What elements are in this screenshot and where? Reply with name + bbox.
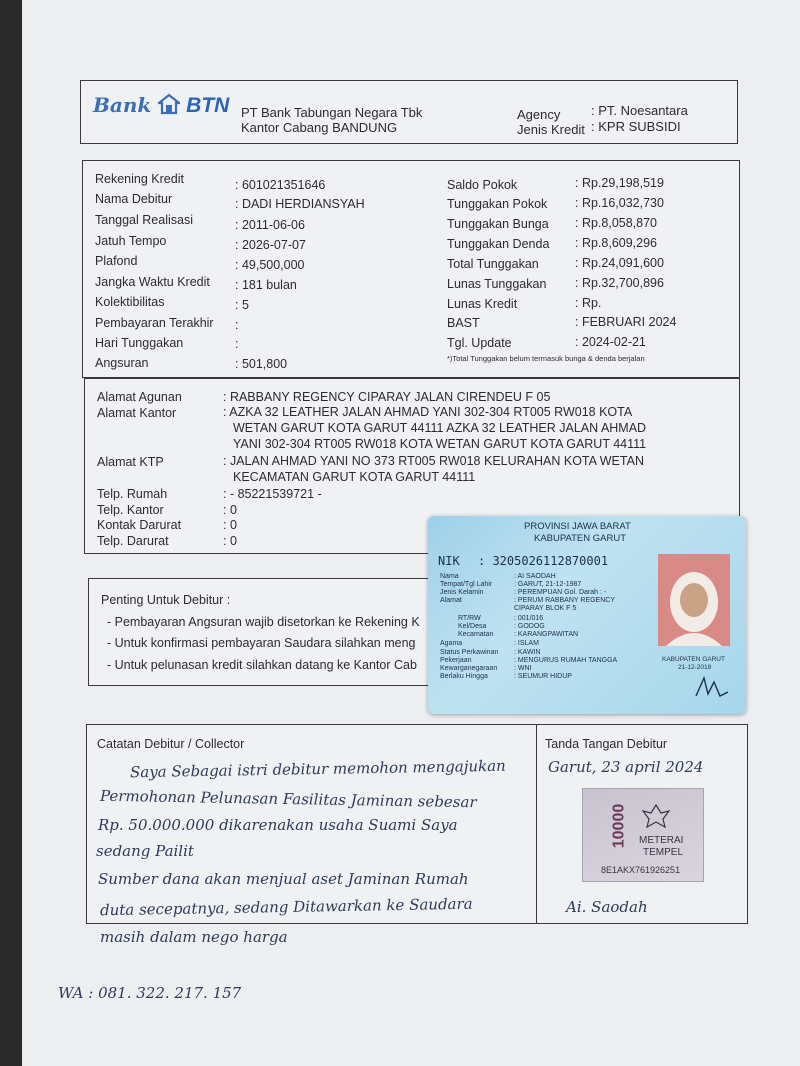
loan-field-label: Lunas Kredit: [447, 297, 518, 311]
logo-btn-text: BTN: [186, 94, 230, 117]
kantor-line: YANI 302-304 RT005 RW018 KOTA WETAN GARUT KOTA GARUT 44111: [233, 437, 647, 451]
ktp-field-value: : PERUM RABBANY REGENCY: [514, 597, 616, 604]
ktp-field-value: : KARANGPAWITAN: [514, 631, 579, 638]
ktp-field-label: Status Perkawinan: [440, 649, 499, 656]
loan-field-label: Tunggakan Denda: [447, 237, 550, 251]
ktp-field-label: Agama: [440, 640, 463, 647]
important-item: - Pembayaran Angsuran wajib disetorkan ke Rekening K: [107, 615, 420, 629]
ktp-regency: KABUPATEN GARUT: [534, 533, 627, 544]
loan-field-label: Jatuh Tempo: [95, 234, 167, 248]
ktp-field-label: Tempat/Tgl Lahir: [440, 581, 493, 588]
phone-value: : - 85221539721 -: [223, 487, 322, 501]
loan-field-value: : Rp.32,700,896: [575, 276, 664, 290]
signature-title: Tanda Tangan Debitur: [545, 737, 668, 751]
agency-label: Agency: [517, 107, 561, 122]
loan-details-box: [82, 160, 740, 378]
portrait-icon: [658, 554, 730, 646]
loan-field-value: : 181 bulan: [235, 278, 297, 292]
ktp-field-label: Kel/Desa: [458, 623, 487, 630]
loan-field-label: BAST: [447, 316, 480, 330]
ktp-address-label: Alamat KTP: [97, 455, 164, 469]
ktp-field-value: : MENGURUS RUMAH TANGGA: [514, 657, 618, 664]
ktp-field-value: : KAWIN: [514, 649, 541, 656]
handwritten-note-line: duta secepatnya, sedang Ditawarkan ke Saudara: [99, 894, 473, 920]
loan-field-value: : Rp.24,091,600: [575, 256, 664, 270]
ktp-address-line: : JALAN AHMAD YANI NO 373 RT005 RW018 KELURAHAN KOTA WETAN: [223, 454, 644, 468]
ktp-field-label: Pekerjaan: [440, 657, 472, 664]
loan-field-label: Hari Tunggakan: [95, 336, 184, 350]
ktp-address-line: KECAMATAN GARUT KOTA GARUT 44111: [233, 470, 476, 484]
stamp-label: METERAI: [639, 835, 684, 846]
loan-field-value: : Rp.16,032,730: [575, 196, 664, 210]
house-logo-icon: [158, 93, 180, 115]
loan-field-label: Total Tunggakan: [447, 257, 539, 271]
phone-value: : 0: [223, 503, 237, 517]
ktp-field-value: : ISLAM: [514, 640, 539, 647]
loan-field-label: Jangka Waktu Kredit: [95, 275, 210, 289]
signer-name: Ai. Saodah: [566, 898, 648, 916]
ktp-field-value: : SEUMUR HIDUP: [514, 673, 572, 680]
handwritten-note-line: sedang Pailit: [96, 842, 194, 860]
loan-field-value: : Rp.: [575, 296, 602, 310]
loan-field-label: Pembayaran Terakhir: [95, 316, 214, 330]
loan-field-value: : Rp.29,198,519: [575, 176, 664, 190]
bank-logo: [93, 93, 229, 118]
important-item: - Untuk pelunasan kredit silahkan datang ke Kantor Cab: [107, 658, 417, 672]
ktp-field-value: : GODOG: [514, 623, 545, 630]
ktp-nik-label: NIK: [438, 554, 460, 568]
jenis-kredit-value: : KPR SUBSIDI: [591, 119, 681, 134]
loan-field-label: Saldo Pokok: [447, 178, 518, 192]
handwritten-note-line: masih dalam nego harga: [100, 928, 288, 946]
loan-field-label: Tanggal Realisasi: [95, 213, 193, 227]
loan-field-value: : 601021351646: [235, 178, 326, 192]
phone-label: Kontak Darurat: [97, 518, 182, 532]
meterai-stamp: [582, 788, 704, 882]
loan-field-value: : 5: [235, 298, 249, 312]
ktp-issue-date: 21-12-2018: [678, 664, 712, 671]
loan-field-value: : Rp.8,058,870: [575, 216, 658, 230]
ktp-issue-place: KABUPATEN GARUT: [662, 656, 725, 663]
loan-field-value: : 49,500,000: [235, 258, 305, 272]
ktp-id-card: [428, 516, 746, 714]
loan-footnote: *)Total Tunggakan belum termasuk bunga & denda berjalan: [447, 354, 645, 363]
ktp-field-value: : 001/016: [514, 615, 544, 622]
ktp-field-value: CIPARAY BLOK F 5: [514, 605, 577, 612]
ktp-field-label: Nama: [440, 573, 459, 580]
loan-field-value: : Rp.8,609,296: [575, 236, 658, 250]
loan-field-label: Tunggakan Pokok: [447, 197, 548, 211]
loan-field-value: : 501,800: [235, 357, 288, 371]
loan-field-value: : 2011-06-06: [235, 218, 305, 232]
stamp-amount: 10000: [610, 803, 628, 849]
phone-label: Telp. Darurat: [97, 534, 169, 548]
kantor-line: : AZKA 32 LEATHER JALAN AHMAD YANI 302-304 RT005 RW018 KOTA: [223, 405, 633, 419]
stamp-serial: 8E1AKX761926251: [601, 865, 681, 875]
ktp-field-label: RT/RW: [458, 615, 481, 622]
branch-name: Kantor Cabang BANDUNG: [241, 120, 398, 135]
loan-field-value: : 2026-07-07: [235, 238, 306, 252]
handwritten-note-line: Saya Sebagai istri debitur memohon mengajukan: [129, 756, 506, 782]
agunan-label: Alamat Agunan: [97, 390, 182, 404]
ktp-photo: [658, 554, 730, 646]
ktp-field-value: : WNI: [514, 665, 532, 672]
loan-field-label: Lunas Tunggakan: [447, 277, 547, 291]
kantor-line: WETAN GARUT KOTA GARUT 44111 AZKA 32 LEATHER JALAN AHMAD: [233, 421, 647, 435]
important-title: Penting Untuk Debitur :: [101, 593, 231, 607]
loan-field-label: Rekening Kredit: [95, 172, 184, 186]
loan-field-value: :: [235, 318, 239, 332]
agency-value: : PT. Noesantara: [591, 103, 688, 118]
handwritten-whatsapp: WA : 081. 322. 217. 157: [58, 984, 242, 1002]
handwritten-note-line: Permohonan Pelunasan Fasilitas Jaminan sebesar: [99, 786, 477, 812]
phone-value: : 0: [223, 534, 237, 548]
phone-label: Telp. Rumah: [97, 487, 168, 501]
ktp-field-value: : PEREMPUAN Gol. Darah : -: [514, 589, 607, 596]
loan-field-value: : 2024-02-21: [575, 335, 646, 349]
loan-field-value: : FEBRUARI 2024: [575, 315, 677, 329]
stamp-label: TEMPEL: [643, 847, 684, 858]
ktp-field-label: Jenis Kelamin: [440, 589, 484, 596]
loan-field-value: : DADI HERDIANSYAH: [235, 197, 365, 211]
loan-field-label: Plafond: [95, 254, 138, 268]
important-item: - Untuk konfirmasi pembayaran Saudara silahkan meng: [107, 636, 416, 650]
ktp-province: PROVINSI JAWA BARAT: [524, 521, 631, 532]
agunan-value: : RABBANY REGENCY CIPARAY JALAN CIRENDEU F 05: [223, 390, 551, 404]
ktp-field-label: Kewarganegaraan: [440, 665, 498, 672]
loan-field-label: Tunggakan Bunga: [447, 217, 549, 231]
ktp-field-value: : AI SAODAH: [514, 573, 556, 580]
ktp-signature-icon: [692, 672, 732, 702]
phone-label: Telp. Kantor: [97, 503, 164, 517]
ktp-field-value: : GARUT, 21-12-1987: [514, 581, 582, 588]
ktp-nik-value: : 3205026112870001: [478, 554, 609, 568]
ktp-field-label: Kecamatan: [458, 631, 494, 638]
loan-field-value: :: [235, 337, 239, 351]
signature-place-date: Garut, 23 april 2024: [548, 758, 704, 776]
handwritten-note-line: Rp. 50.000.000 dikarenakan usaha Suami Saya: [98, 816, 458, 834]
loan-field-label: Tgl. Update: [447, 336, 512, 350]
ktp-field-label: Berlaku Hingga: [440, 673, 488, 680]
kantor-label: Alamat Kantor: [97, 406, 177, 420]
logo-bank-text: Bank: [93, 93, 152, 117]
loan-field-label: Nama Debitur: [95, 192, 173, 206]
bank-name: PT Bank Tabungan Negara Tbk: [241, 105, 423, 120]
jenis-kredit-label: Jenis Kredit: [517, 122, 585, 137]
phone-value: : 0: [223, 518, 237, 532]
loan-field-label: Kolektibilitas: [95, 295, 165, 309]
notes-title: Catatan Debitur / Collector: [97, 737, 245, 751]
handwritten-note-line: Sumber dana akan menjual aset Jaminan Rumah: [98, 870, 469, 888]
garuda-emblem-icon: [641, 803, 671, 829]
header-box: [80, 80, 738, 144]
loan-field-label: Angsuran: [95, 356, 149, 370]
ktp-field-label: Alamat: [440, 597, 462, 604]
